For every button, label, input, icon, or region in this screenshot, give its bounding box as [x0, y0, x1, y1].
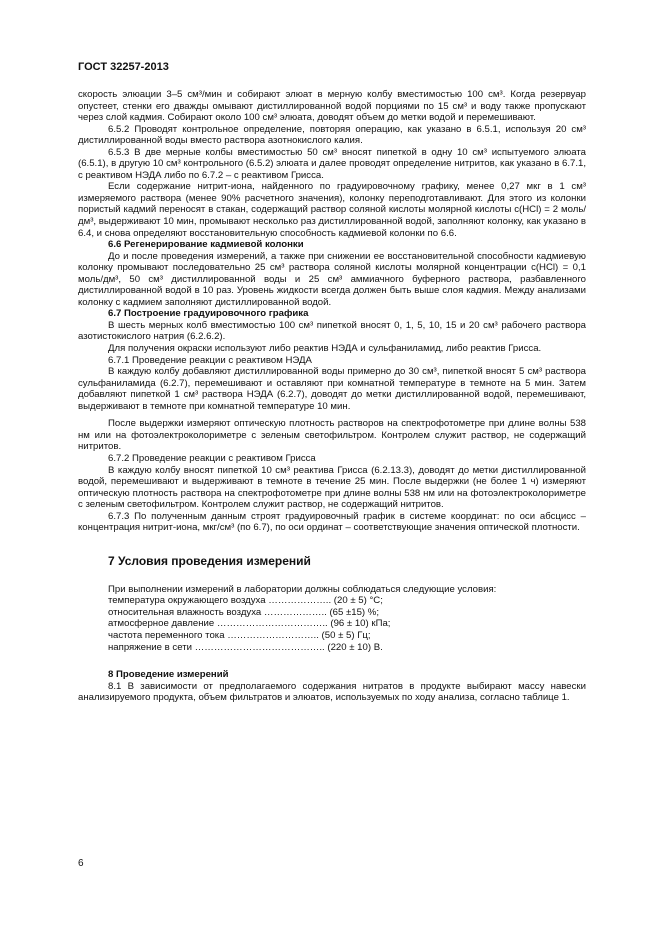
heading-section-8: 8 Проведение измерений	[108, 669, 229, 681]
heading-6-7-1: 6.7.1 Проведение реакции с реактивом НЭДА	[108, 354, 312, 366]
paragraph-6-7-b: Для получения окраски используют либо реактив НЭДА и сульфаниламид, либо реактив Грисса.	[108, 343, 542, 355]
paragraph-8-1: 8.1 В зависимости от предполагаемого содержания нитратов в продукте выбирают массу навески анализируемого продукта, объем фильтратов и элюатов, используемых по ходу анализа, согласно таблице 1.	[78, 680, 586, 704]
heading-6-7-2: 6.7.2 Проведение реакции с реактивом Грисса	[108, 452, 316, 464]
page-number: 6	[78, 858, 84, 869]
heading-section-7: 7 Условия проведения измерений	[108, 553, 311, 568]
condition-item: относительная влажность воздуха ……………….. (65 ±15) %;	[108, 606, 379, 618]
paragraph-elution: скорость элюации 3–5 см³/мин и собирают элюат в мерную колбу вместимостью 100 см³. Когда резервуар опустеет, стенки его дважды омывают дистиллированной водой порциями по 15 см³ и воду также пропускают через слой кадмия. Собирают около 100 см³ элюата, доводят объем до метки водой и перемешивают.	[78, 89, 586, 124]
conditions-block	[108, 584, 586, 653]
heading-6-7: 6.7 Построение градуировочного графика	[108, 308, 309, 320]
paragraph-6-7-1: В каждую колбу добавляют дистиллированной воды примерно до 30 см³, пипеткой вносят 5 см³ раствора сульфаниламида (6.2.7), перемешивают и оставляют при комнатной температуре в темноте на 5 мин. Затем добавляют пипеткой 1 см³ раствора НЭДА (6.2.7), доводят до метки дистиллированной водой, перемешивают, выдерживают в темноте при комнатной температуре 10 мин.	[78, 366, 586, 412]
paragraph-6-7-1-b: После выдержки измеряют оптическую плотность растворов на спектрофотометре при длине волны 538 нм или на фотоэлектроколориметре с зеленым светофильтром. Контролем служит раствор, не содержащий нитритов.	[78, 418, 586, 453]
heading-6-6: 6.6 Регенерирование кадмиевой колонки	[108, 239, 304, 251]
conditions-intro: При выполнении измерений в лаборатории должны соблюдаться следующие условия:	[108, 583, 497, 595]
condition-item: температура окружающего воздуха ……………….. (20 ± 5) °С;	[108, 595, 383, 607]
paragraph-6-6: До и после проведения измерений, а также при снижении ее восстановительной способности кадмиевую колонку промывают последовательно 25 см³ раствора соляной кислоты молярной концентрации c(HCl) = 0,1 моль/дм³, 50 см³ дистиллированной воды и 25 см³ аммиачного буферного раствора, разбавленного дистиллированной водой в 10 раз. Уровень жидкости всегда должен быть выше слоя кадмия. Между анализами колонку с кадмием заполняют дистиллированной водой.	[78, 250, 586, 308]
paragraph-6-5-2: 6.5.2 Проводят контрольное определение, повторяя операцию, как указано в 6.5.1, используя 20 см³ дистиллированной воды вместо раствора азотнокислого калия.	[78, 123, 586, 147]
paragraph-6-7-a: В шесть мерных колб вместимостью 100 см³ пипеткой вносят 0, 1, 5, 10, 15 и 20 см³ рабочего раствора азотистокислого натрия (6.2.6.2).	[78, 319, 586, 343]
document-header: ГОСТ 32257-2013	[78, 61, 169, 73]
condition-item: атмосферное давление …………………………….. (96 ± 10) кПа;	[108, 618, 391, 630]
document-body	[78, 89, 586, 704]
paragraph-6-7-2: В каждую колбу вносят пипеткой 10 см³ реактива Грисса (6.2.13.3), доводят до метки дистиллированной водой, перемешивают и выдерживают в темноте в течение 25 мин. После выдержки (не более 1 ч) измеряют оптическую плотность раствора на спектрофотометре при длине волны 538 нм или на фотоэлектроколориметре с зеленым светофильтром. Контролем служит раствор, не содержащий нитритов.	[78, 464, 586, 511]
condition-item: частота переменного тока ……………………….. (50 ± 5) Гц;	[108, 629, 371, 641]
paragraph-6-5-3: 6.5.3 В две мерные колбы вместимостью 50 см³ вносят пипеткой в одну 10 см³ испытуемого элюата (6.5.1), в другую 10 см³ контрольного (6.5.2) элюата и далее проводят определение нитритов, как указано в 6.7.1, с реактивом НЭДА либо по 6.7.2 – с реактивом Грисса.	[78, 146, 586, 181]
condition-item: напряжение в сети ………………………………….. (220 ± 10) В.	[108, 641, 383, 653]
paragraph-nitrite-check: Если содержание нитрит-иона, найденного по градуировочному графику, менее 0,27 мкг в 1 см³ измеряемого раствора (менее 90% расчетного значения), колонку переподготавливают. Для этого из колонки пористый кадмий переносят в стакан, содержащий раствор соляной кислоты молярной кислоты c(HCl) = 2 моль/дм³, выдерживают 10 мин, промывают несколько раз дистиллированной водой, заполняют колонку, как указано в 6.4, и снова определяют восстановительную способность кадмиевой колонки по 6.6.	[78, 181, 586, 239]
paragraph-6-7-3: 6.7.3 По полученным данным строят градуировочный график в системе координат: по оси абсцисс – концентрация нитрит-иона, мкг/см³ (по 6.7), по оси ординат – соответствующие значения оптической плотности.	[78, 510, 586, 534]
